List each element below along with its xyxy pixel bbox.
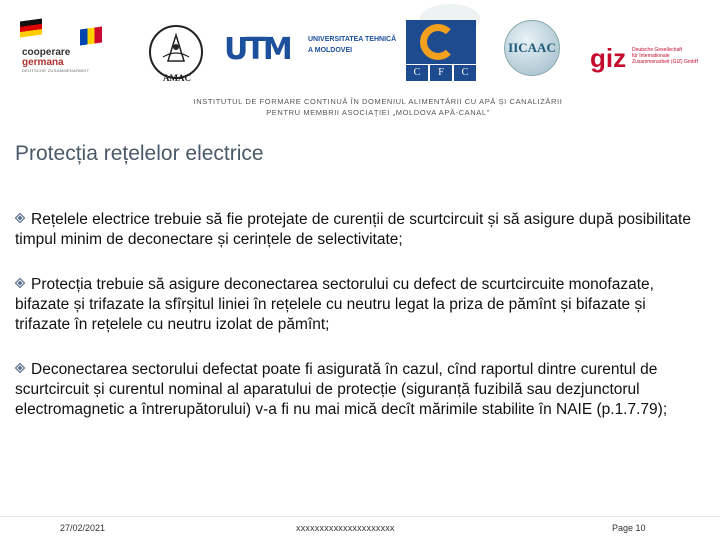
- bullet-paragraph: Rețelele electrice trebuie să fie protejate de curenții de scurtcircuit și să asigure după posibilitate timpul minim de deconectare și cerințele de selectivitate;: [15, 211, 691, 248]
- cfc-letter: F: [430, 65, 452, 81]
- utm-logo: [222, 28, 397, 70]
- utm-mark: UTM: [224, 32, 290, 67]
- slide-title: Protecția rețelelor electrice: [15, 142, 264, 165]
- diamond-bullet-icon: [15, 213, 25, 223]
- bullet-paragraph: Protecția trebuie să asigure deconectarea sectorului cu defect de scurtcircuite monofazate, bifazate și trifazate la sfîrșitul liniei în rețelele cu neutru legat la priza de pămînt și bifazate și trifazate în rețelele cu neutru izolat de pămînt;: [15, 276, 654, 333]
- slide-content: [15, 210, 705, 445]
- institute-header: INSTITUTUL DE FORMARE CONTINUĂ ÎN DOMENIUL ALIMENTĂRII CU APĂ ȘI CANALIZĂRII PENTRU MEMBRII ASOCIAȚIEI „MOLDOVA APĂ-CANAL”: [193, 97, 563, 117]
- utm-name: UNIVERSITATEA TEHNICĂ A MOLDOVEI: [308, 36, 397, 54]
- cooperare-sub: DEUTSCHE ZUSAMMENARBEIT: [22, 68, 90, 73]
- bullet-paragraph: Deconectarea sectorului defectat poate fi asigurată în cazul, cînd raportul dintre curentul de scurtcircuit și curentul nominal al aparatului de protecție (siguranță fuzibilă sau dezjunctorul electromagnetic a întrerupătorului) v-a fi nu mai mică decît mărimile stabilite în NAIE (p.1.7.79);: [15, 361, 668, 418]
- header-logos: [0, 0, 720, 95]
- diamond-bullet-icon: [15, 363, 25, 373]
- amac-logo: AMAC: [143, 25, 211, 85]
- amac-emblem-icon: [151, 27, 201, 77]
- moldova-flag-icon: [80, 26, 102, 45]
- cfc-letter: C: [454, 65, 476, 81]
- footer-center: xxxxxxxxxxxxxxxxxxxxx: [296, 523, 395, 533]
- diamond-bullet-icon: [15, 278, 25, 288]
- cfc-c-icon: [420, 24, 456, 60]
- cfc-logo: [406, 20, 476, 82]
- iicaac-logo: IICAAC: [496, 20, 566, 78]
- cooperare-germana-logo: [18, 18, 118, 78]
- cfc-letter: C: [406, 65, 428, 81]
- giz-logo: giz Deutsche Gesellschaft für Internationale Zusammenarbeit (GIZ) GmbH: [590, 43, 699, 73]
- slide-footer: [0, 516, 720, 541]
- footer-date: 27/02/2021: [60, 523, 106, 533]
- cooperare-germana-text: cooperare germana: [22, 47, 71, 68]
- amac-ring-icon: [149, 25, 203, 79]
- giz-sub: Deutsche Gesellschaft für Internationale Zusammenarbeit (GIZ) GmbH: [632, 47, 699, 65]
- page-number: Page 10: [612, 523, 646, 533]
- germany-flag-icon: [20, 18, 42, 37]
